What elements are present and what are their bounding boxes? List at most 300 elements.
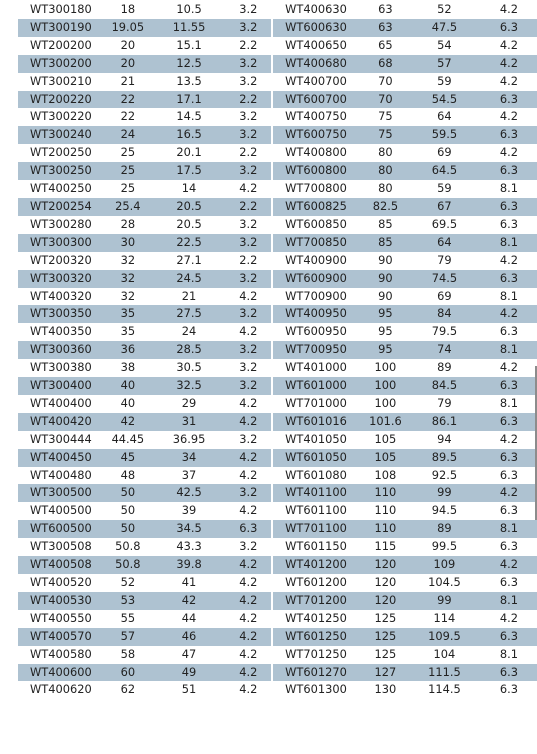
part-code-cell: WT401250 bbox=[285, 610, 347, 625]
dimension-b-cell: 79 bbox=[437, 252, 452, 267]
dimension-a-cell: 100 bbox=[363, 377, 408, 395]
thickness-cell: 6.3 bbox=[481, 664, 537, 682]
thickness-cell: 4.2 bbox=[481, 55, 537, 73]
dimension-a-cell: 90 bbox=[363, 270, 408, 288]
part-code-cell: WT400250 bbox=[30, 181, 92, 196]
table-row bbox=[273, 646, 537, 664]
table-row bbox=[273, 664, 537, 682]
thickness-cell: 6.3 bbox=[481, 413, 537, 431]
thickness-cell: 3.2 bbox=[225, 162, 271, 180]
thickness-cell: 8.1 bbox=[481, 341, 537, 359]
dimension-a-cell: 21 bbox=[120, 73, 136, 88]
table-row bbox=[18, 538, 271, 556]
dimension-a-cell: 32 bbox=[120, 252, 136, 267]
dimension-a-cell: 25 bbox=[120, 145, 136, 160]
thickness-cell: 6.3 bbox=[499, 467, 518, 482]
thickness-cell: 4.2 bbox=[499, 73, 518, 88]
thickness-cell: 4.2 bbox=[499, 610, 518, 625]
dimension-a-cell: 38 bbox=[120, 360, 136, 375]
thickness-cell: 4.2 bbox=[239, 503, 258, 518]
thickness-cell: 3.2 bbox=[239, 73, 258, 88]
table-row bbox=[273, 467, 537, 485]
table-row bbox=[18, 431, 271, 449]
table-row bbox=[273, 323, 537, 341]
part-code-cell: WT200254 bbox=[18, 198, 103, 216]
dimension-a-cell: 24 bbox=[103, 126, 153, 144]
dimension-a-cell: 50.8 bbox=[115, 539, 141, 554]
part-code-cell: WT401100 bbox=[273, 484, 363, 502]
table-row bbox=[18, 395, 271, 413]
dimension-a-cell: 108 bbox=[374, 467, 397, 482]
table-row bbox=[273, 574, 537, 592]
table-row bbox=[18, 37, 271, 55]
part-code-cell: WT400680 bbox=[273, 55, 363, 73]
dimension-b-cell: 44 bbox=[181, 610, 197, 625]
dimension-b-cell: 114 bbox=[433, 610, 456, 625]
dimension-b-cell: 16.5 bbox=[153, 126, 226, 144]
dimension-b-cell: 30.5 bbox=[176, 360, 202, 375]
part-code-cell: WT600750 bbox=[273, 126, 363, 144]
dimension-b-cell: 14 bbox=[181, 181, 197, 196]
table-row bbox=[18, 180, 271, 198]
dimension-b-cell: 86.1 bbox=[408, 413, 481, 431]
thickness-cell: 4.2 bbox=[499, 37, 518, 52]
dimension-a-cell: 68 bbox=[363, 55, 408, 73]
dimension-a-cell: 120 bbox=[363, 592, 408, 610]
part-code-cell: WT600900 bbox=[273, 270, 363, 288]
dimension-a-cell: 52 bbox=[120, 575, 136, 589]
part-code-cell: WT601016 bbox=[273, 413, 363, 431]
dimension-b-cell: 59 bbox=[437, 73, 452, 88]
dimension-a-cell: 45 bbox=[103, 449, 153, 467]
thickness-cell: 6.3 bbox=[499, 539, 518, 554]
part-code-cell: WT400620 bbox=[30, 682, 92, 697]
table-row bbox=[18, 144, 271, 162]
dimension-b-cell: 67 bbox=[408, 198, 481, 216]
dimension-a-cell: 28 bbox=[120, 216, 136, 231]
part-code-cell: WT400480 bbox=[30, 467, 92, 482]
dimension-a-cell: 19.05 bbox=[103, 19, 153, 37]
dimension-a-cell: 44.45 bbox=[111, 431, 145, 446]
dimension-b-cell: 64 bbox=[408, 234, 481, 252]
dimension-a-cell: 125 bbox=[363, 628, 408, 646]
dimension-b-cell: 69.5 bbox=[431, 216, 458, 231]
thickness-cell: 4.2 bbox=[499, 145, 518, 160]
dimension-a-cell: 100 bbox=[374, 360, 397, 375]
table-row bbox=[18, 377, 271, 395]
part-code-cell: WT600825 bbox=[273, 198, 363, 216]
table-row bbox=[18, 413, 271, 431]
dimension-b-cell: 104 bbox=[433, 646, 456, 661]
dimension-b-cell: 10.5 bbox=[176, 2, 202, 16]
dimension-b-cell: 39 bbox=[181, 503, 197, 518]
dimension-b-cell: 13.5 bbox=[176, 73, 202, 88]
size-table-right bbox=[273, 1, 537, 699]
dimension-a-cell: 57 bbox=[103, 628, 153, 646]
dimension-b-cell: 89 bbox=[408, 520, 481, 538]
thickness-cell: 3.2 bbox=[239, 109, 258, 124]
dimension-b-cell: 15.1 bbox=[176, 37, 202, 52]
table-row bbox=[273, 359, 537, 377]
thickness-cell: 8.1 bbox=[481, 520, 537, 538]
table-row bbox=[273, 395, 537, 413]
table-row bbox=[273, 431, 537, 449]
dimension-a-cell: 20 bbox=[103, 55, 153, 73]
part-code-cell: WT601150 bbox=[285, 539, 347, 554]
table-row bbox=[273, 538, 537, 556]
part-code-cell: WT200320 bbox=[30, 252, 92, 267]
thickness-cell: 4.2 bbox=[225, 556, 271, 574]
dimension-a-cell: 125 bbox=[374, 646, 397, 661]
dimension-a-cell: 58 bbox=[120, 646, 136, 661]
dimension-b-cell: 22.5 bbox=[153, 234, 226, 252]
thickness-cell: 3.2 bbox=[225, 341, 271, 359]
part-code-cell: WT400530 bbox=[18, 592, 103, 610]
dimension-a-cell: 85 bbox=[378, 216, 393, 231]
part-code-cell: WT300280 bbox=[30, 216, 92, 231]
thickness-cell: 3.2 bbox=[225, 377, 271, 395]
dimension-b-cell: 28.5 bbox=[153, 341, 226, 359]
part-code-cell: WT300220 bbox=[30, 109, 92, 124]
part-code-cell: WT601250 bbox=[273, 628, 363, 646]
table-row bbox=[18, 108, 271, 126]
part-code-cell: WT700800 bbox=[285, 181, 347, 196]
dimension-b-cell: 52 bbox=[437, 2, 452, 16]
thickness-cell: 6.3 bbox=[499, 324, 518, 339]
part-code-cell: WT400650 bbox=[285, 37, 347, 52]
dimension-b-cell: 94 bbox=[437, 431, 452, 446]
dimension-a-cell: 130 bbox=[374, 682, 397, 697]
dimension-a-cell: 25 bbox=[120, 181, 136, 196]
table-row bbox=[18, 592, 271, 610]
part-code-cell: WT300240 bbox=[18, 126, 103, 144]
dimension-a-cell: 40 bbox=[103, 377, 153, 395]
part-code-cell: WT701000 bbox=[285, 395, 347, 410]
table-row bbox=[18, 610, 271, 628]
dimension-b-cell: 47 bbox=[181, 646, 197, 661]
thickness-cell: 4.2 bbox=[239, 181, 258, 196]
part-code-cell: WT601000 bbox=[273, 377, 363, 395]
dimension-a-cell: 80 bbox=[378, 181, 393, 196]
table-row bbox=[18, 449, 271, 467]
part-code-cell: WT400800 bbox=[285, 145, 347, 160]
thickness-cell: 3.2 bbox=[225, 126, 271, 144]
dimension-a-cell: 48 bbox=[120, 467, 136, 482]
dimension-b-cell: 27.1 bbox=[176, 252, 202, 267]
size-table-left-body bbox=[18, 1, 271, 699]
dimension-b-cell: 64.5 bbox=[408, 162, 481, 180]
part-code-cell: WT400550 bbox=[30, 610, 92, 625]
table-row bbox=[18, 484, 271, 502]
table-row bbox=[273, 610, 537, 628]
thickness-cell: 8.1 bbox=[499, 395, 518, 410]
dimension-a-cell: 95 bbox=[363, 341, 408, 359]
thickness-cell: 6.3 bbox=[481, 91, 537, 109]
thickness-cell: 8.1 bbox=[499, 646, 518, 661]
part-code-cell: WT400900 bbox=[285, 252, 347, 267]
dimension-a-cell: 63 bbox=[378, 2, 393, 16]
dimension-b-cell: 57 bbox=[408, 55, 481, 73]
part-code-cell: WT300320 bbox=[18, 270, 103, 288]
table-row bbox=[18, 162, 271, 180]
dimension-b-cell: 74.5 bbox=[408, 270, 481, 288]
thickness-cell: 6.3 bbox=[481, 19, 537, 37]
thickness-cell: 4.2 bbox=[499, 109, 518, 124]
part-code-cell: WT300190 bbox=[18, 19, 103, 37]
table-row bbox=[273, 91, 537, 109]
dimension-b-cell: 32.5 bbox=[153, 377, 226, 395]
thickness-cell: 4.2 bbox=[239, 682, 258, 697]
table-row bbox=[18, 341, 271, 359]
part-code-cell: WT600850 bbox=[285, 216, 347, 231]
dimension-b-cell: 54 bbox=[437, 37, 452, 52]
dimension-a-cell: 90 bbox=[378, 252, 393, 267]
dimension-b-cell: 20.5 bbox=[153, 198, 226, 216]
dimension-a-cell: 20 bbox=[120, 37, 136, 52]
part-code-cell: WT601100 bbox=[285, 503, 347, 518]
table-row bbox=[273, 73, 537, 91]
table-row bbox=[18, 467, 271, 485]
dimension-b-cell: 59.5 bbox=[408, 126, 481, 144]
thickness-cell: 4.2 bbox=[499, 360, 518, 375]
dimension-a-cell: 62 bbox=[120, 682, 136, 697]
part-code-cell: WT601200 bbox=[285, 575, 347, 589]
part-code-cell: WT300250 bbox=[18, 162, 103, 180]
part-code-cell: WT300400 bbox=[18, 377, 103, 395]
thickness-cell: 3.2 bbox=[225, 270, 271, 288]
part-code-cell: WT601300 bbox=[285, 682, 347, 697]
dimension-b-cell: 92.5 bbox=[431, 467, 458, 482]
thickness-cell: 4.2 bbox=[499, 431, 518, 446]
dimension-b-cell: 39.8 bbox=[153, 556, 226, 574]
dimension-a-cell: 22 bbox=[120, 109, 136, 124]
table-row bbox=[273, 198, 537, 216]
part-code-cell: WT701100 bbox=[273, 520, 363, 538]
dimension-a-cell: 115 bbox=[374, 539, 397, 554]
part-code-cell: WT600950 bbox=[285, 324, 347, 339]
table-row bbox=[273, 449, 537, 467]
table-row bbox=[18, 288, 271, 306]
dimension-b-cell: 59 bbox=[437, 181, 452, 196]
part-code-cell: WT601050 bbox=[273, 449, 363, 467]
table-row bbox=[18, 502, 271, 520]
dimension-b-cell: 17.1 bbox=[153, 91, 226, 109]
dimension-a-cell: 42 bbox=[103, 413, 153, 431]
dimension-b-cell: 20.5 bbox=[176, 216, 202, 231]
part-code-cell: WT400520 bbox=[30, 575, 92, 589]
dimension-b-cell: 34.5 bbox=[153, 520, 226, 538]
dimension-b-cell: 74 bbox=[408, 341, 481, 359]
dimension-a-cell: 25.4 bbox=[103, 198, 153, 216]
part-code-cell: WT600500 bbox=[18, 520, 103, 538]
thickness-cell: 6.3 bbox=[481, 270, 537, 288]
part-code-cell: WT400350 bbox=[30, 324, 92, 339]
thickness-cell: 2.2 bbox=[239, 252, 258, 267]
dimension-b-cell: 109.5 bbox=[408, 628, 481, 646]
dimension-a-cell: 50 bbox=[103, 520, 153, 538]
dimension-a-cell: 55 bbox=[120, 610, 136, 625]
part-code-cell: WT400630 bbox=[285, 2, 347, 16]
dimension-b-cell: 49 bbox=[153, 664, 226, 682]
table-row bbox=[273, 484, 537, 502]
table-row bbox=[18, 305, 271, 323]
table-row bbox=[18, 198, 271, 216]
thickness-cell: 3.2 bbox=[239, 539, 258, 554]
thickness-cell: 6.3 bbox=[499, 503, 518, 518]
table-row bbox=[18, 126, 271, 144]
part-code-cell: WT400950 bbox=[273, 305, 363, 323]
thickness-cell: 6.3 bbox=[481, 377, 537, 395]
dimension-b-cell: 37 bbox=[181, 467, 197, 482]
dimension-b-cell: 99 bbox=[408, 592, 481, 610]
table-row bbox=[273, 341, 537, 359]
part-code-cell: WT200250 bbox=[30, 145, 92, 160]
table-row bbox=[18, 646, 271, 664]
thickness-cell: 4.2 bbox=[239, 324, 258, 339]
table-row bbox=[273, 180, 537, 198]
part-code-cell: WT700900 bbox=[285, 288, 347, 303]
part-code-cell: WT400420 bbox=[18, 413, 103, 431]
part-code-cell: WT400500 bbox=[30, 503, 92, 518]
thickness-cell: 4.2 bbox=[239, 646, 258, 661]
part-code-cell: WT401050 bbox=[285, 431, 347, 446]
thickness-cell: 4.2 bbox=[481, 556, 537, 574]
thickness-cell: 3.2 bbox=[239, 431, 258, 446]
table-row bbox=[273, 502, 537, 520]
table-row bbox=[273, 55, 537, 73]
dimension-b-cell: 84.5 bbox=[408, 377, 481, 395]
dimension-b-cell: 24 bbox=[181, 324, 197, 339]
dimension-a-cell: 18 bbox=[120, 2, 136, 16]
table-row bbox=[18, 91, 271, 109]
dimension-a-cell: 95 bbox=[363, 305, 408, 323]
table-row bbox=[18, 1, 271, 19]
thickness-cell: 4.2 bbox=[239, 288, 258, 303]
table-row bbox=[18, 520, 271, 538]
table-row bbox=[18, 252, 271, 270]
thickness-cell: 4.2 bbox=[225, 664, 271, 682]
dimension-b-cell: 21 bbox=[181, 288, 197, 303]
table-row bbox=[18, 574, 271, 592]
dimension-b-cell: 114.5 bbox=[428, 682, 461, 697]
dimension-a-cell: 70 bbox=[378, 73, 393, 88]
part-code-cell: WT601270 bbox=[273, 664, 363, 682]
part-code-cell: WT200220 bbox=[18, 91, 103, 109]
thickness-cell: 8.1 bbox=[499, 181, 518, 196]
dimension-b-cell: 41 bbox=[181, 575, 197, 589]
dimension-b-cell: 24.5 bbox=[153, 270, 226, 288]
table-row bbox=[273, 19, 537, 37]
part-code-cell: WT300210 bbox=[30, 73, 92, 88]
dimension-a-cell: 35 bbox=[103, 305, 153, 323]
table-row bbox=[273, 592, 537, 610]
dimension-b-cell: 34 bbox=[153, 449, 226, 467]
dimension-b-cell: 69 bbox=[437, 288, 452, 303]
dimension-b-cell: 36.95 bbox=[172, 431, 206, 446]
thickness-cell: 3.2 bbox=[225, 484, 271, 502]
dimension-a-cell: 63 bbox=[363, 19, 408, 37]
thickness-cell: 6.3 bbox=[481, 126, 537, 144]
dimension-b-cell: 64 bbox=[437, 109, 452, 124]
part-code-cell: WT300500 bbox=[18, 484, 103, 502]
thickness-cell: 2.2 bbox=[239, 37, 258, 52]
dimension-b-cell: 42 bbox=[153, 592, 226, 610]
dimension-b-cell: 51 bbox=[181, 682, 197, 697]
thickness-cell: 3.2 bbox=[239, 216, 258, 231]
table-row bbox=[18, 55, 271, 73]
table-row bbox=[273, 270, 537, 288]
table-row bbox=[273, 628, 537, 646]
dimension-a-cell: 127 bbox=[363, 664, 408, 682]
table-row bbox=[18, 628, 271, 646]
thickness-cell: 2.2 bbox=[225, 198, 271, 216]
dimension-a-cell: 75 bbox=[363, 126, 408, 144]
dimension-b-cell: 111.5 bbox=[408, 664, 481, 682]
part-code-cell: WT300508 bbox=[30, 539, 92, 554]
thickness-cell: 3.2 bbox=[239, 2, 258, 16]
thickness-cell: 4.2 bbox=[239, 575, 258, 589]
table-row bbox=[273, 108, 537, 126]
part-code-cell: WT300360 bbox=[18, 341, 103, 359]
dimension-a-cell: 82.5 bbox=[363, 198, 408, 216]
dimension-a-cell: 40 bbox=[120, 395, 136, 410]
part-code-cell: WT300350 bbox=[18, 305, 103, 323]
table-row bbox=[18, 270, 271, 288]
dimension-a-cell: 50.8 bbox=[103, 556, 153, 574]
table-row bbox=[18, 73, 271, 91]
part-code-cell: WT400600 bbox=[18, 664, 103, 682]
table-row bbox=[273, 252, 537, 270]
thickness-cell: 6.3 bbox=[481, 162, 537, 180]
dimension-b-cell: 11.55 bbox=[153, 19, 226, 37]
dimension-a-cell: 80 bbox=[363, 162, 408, 180]
table-row bbox=[273, 556, 537, 574]
table-row bbox=[273, 520, 537, 538]
size-table-right-body bbox=[273, 1, 537, 699]
part-code-cell: WT600800 bbox=[273, 162, 363, 180]
dimension-a-cell: 32 bbox=[103, 270, 153, 288]
thickness-cell: 3.2 bbox=[239, 360, 258, 375]
dimension-b-cell: 47.5 bbox=[408, 19, 481, 37]
thickness-cell: 8.1 bbox=[481, 592, 537, 610]
dimension-b-cell: 20.1 bbox=[176, 145, 202, 160]
dimension-a-cell: 120 bbox=[374, 575, 397, 589]
thickness-cell: 4.2 bbox=[225, 449, 271, 467]
table-row bbox=[273, 1, 537, 19]
part-code-cell: WT300180 bbox=[30, 2, 92, 16]
part-code-cell: WT401200 bbox=[273, 556, 363, 574]
dimension-a-cell: 105 bbox=[374, 431, 397, 446]
thickness-cell: 3.2 bbox=[225, 19, 271, 37]
part-code-cell: WT400700 bbox=[285, 73, 347, 88]
dimension-b-cell: 79 bbox=[437, 395, 452, 410]
thickness-cell: 6.3 bbox=[499, 216, 518, 231]
thickness-cell: 6.3 bbox=[481, 198, 537, 216]
dimension-a-cell: 90 bbox=[378, 288, 393, 303]
part-code-cell: WT300444 bbox=[30, 431, 92, 446]
dimension-a-cell: 22 bbox=[103, 91, 153, 109]
dimension-a-cell: 25 bbox=[103, 162, 153, 180]
part-code-cell: WT300380 bbox=[30, 360, 92, 375]
part-code-cell: WT700850 bbox=[273, 234, 363, 252]
thickness-cell: 4.2 bbox=[239, 395, 258, 410]
part-code-cell: WT400400 bbox=[30, 395, 92, 410]
table-row bbox=[18, 234, 271, 252]
table-row bbox=[18, 664, 271, 682]
table-row bbox=[273, 413, 537, 431]
dimension-a-cell: 30 bbox=[103, 234, 153, 252]
part-code-cell: WT400750 bbox=[285, 109, 347, 124]
